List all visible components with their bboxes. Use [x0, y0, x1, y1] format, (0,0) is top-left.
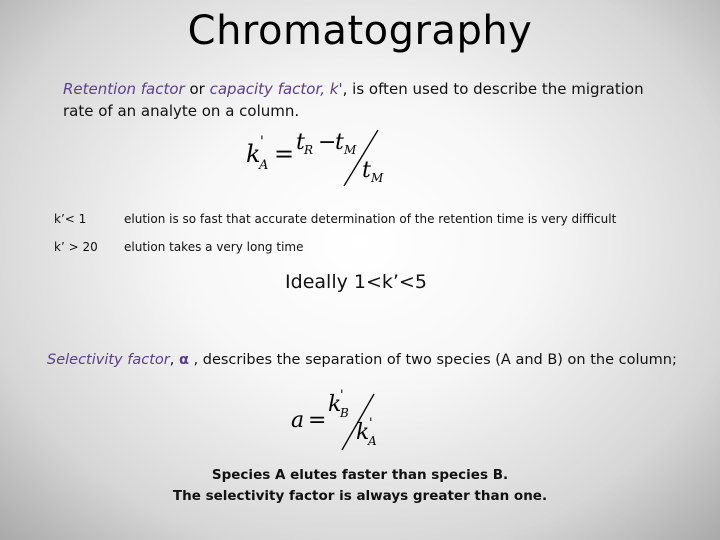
- formula2-den-k: k: [356, 420, 370, 445]
- intro-or: or: [184, 80, 210, 98]
- formula1-t-m: t: [335, 130, 344, 155]
- formula1-lhs-sup: ': [260, 134, 264, 150]
- retention-factor-term: Retention factor: [63, 80, 185, 98]
- selectivity-paragraph: [47, 352, 707, 368]
- formula2-num-k: k: [328, 392, 342, 417]
- formula2-num-sup: ': [340, 388, 344, 403]
- formula1-t-r: t: [296, 130, 305, 155]
- note-line-1: Species A elutes faster than species B.: [211, 467, 509, 483]
- formula2-num-sub: B: [340, 406, 349, 420]
- selectivity-comma: ,: [169, 352, 179, 368]
- formula1-equals: =: [274, 140, 295, 168]
- formula1-den-sub: M: [371, 171, 384, 185]
- formula1-t-r-sub: R: [304, 143, 314, 157]
- capacity-factor-term: capacity factor, k': [209, 80, 343, 98]
- intro-paragraph: [63, 78, 663, 122]
- selectivity-note: [0, 465, 720, 507]
- retention-factor-formula: [240, 128, 400, 188]
- note-line-2: The selectivity factor is always greater than one.: [172, 488, 548, 504]
- ideal-text: Ideally 1<k’<5: [285, 271, 427, 293]
- formula1-t-m-sub: M: [344, 143, 357, 157]
- formula1-minus: −: [318, 130, 337, 155]
- ideal-range: [0, 271, 720, 293]
- condition-text-high: elution takes a very long time: [124, 240, 304, 254]
- formula2-den-sup: ': [369, 416, 373, 431]
- alpha-symbol: α: [178, 352, 189, 368]
- intro-rest: , is often used to describe the migration rate of an analyte on a column.: [63, 80, 644, 120]
- selectivity-rest: , describes the separation of two species (A and B) on the column;: [188, 352, 677, 368]
- condition-label-low: k’< 1: [54, 212, 87, 226]
- formula1-den-t: t: [362, 158, 371, 183]
- formula2-equals: =: [308, 408, 327, 433]
- selectivity-formula: [288, 390, 398, 454]
- formula2-lhs: a: [291, 408, 305, 433]
- formula2-den-sub: A: [368, 434, 377, 448]
- formula1-lhs-sub: A: [259, 158, 269, 173]
- formula1-lhs: k: [246, 140, 261, 168]
- condition-label-high: k’ > 20: [54, 240, 98, 254]
- selectivity-term: Selectivity factor: [47, 352, 170, 368]
- slide-title: Chromatography: [187, 8, 533, 54]
- condition-text-low: elution is so fast that accurate determination of the retention time is very difficult: [124, 212, 617, 226]
